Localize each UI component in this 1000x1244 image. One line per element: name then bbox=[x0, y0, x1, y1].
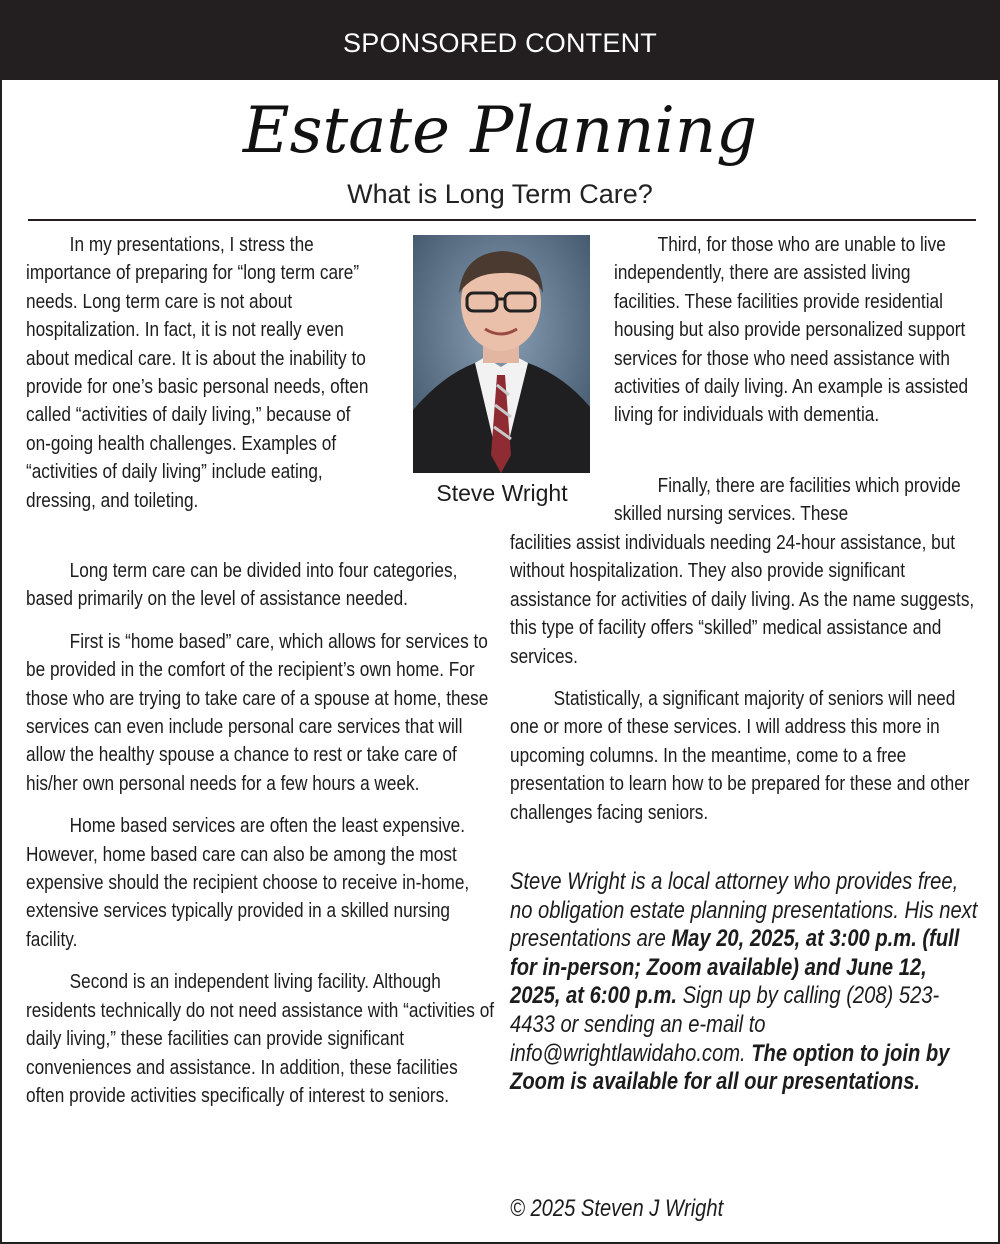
bio-text-1: Steve Wright is a local attorney who provides free, no obligation estate planning presentations. His next presentations are bbox=[510, 868, 978, 953]
left-column-top bbox=[26, 231, 379, 515]
paragraph-categories: Long term care can be divided into four categories, based primarily on the level of assistance needed. bbox=[26, 559, 458, 611]
right-column-skilled-start bbox=[614, 472, 980, 529]
paragraph-home-cost: Home based services are often the least expensive. However, home based care can also be among the most expensive should the recipient choose to receive in-home, extensive services typically provided in a skilled nursing facility. bbox=[26, 814, 470, 951]
right-column-bottom bbox=[510, 529, 984, 827]
page-title: Estate Planning bbox=[242, 94, 758, 168]
paragraph-skilled-nursing: facilities assist individuals needing 24-hour assistance, but without hospitalization. They also provide significant assistance for activities of daily living. As the name suggests, this type of facility offers “skilled” medical assistance and services. bbox=[510, 531, 975, 668]
bio-zoom-note: The option to join by Zoom is available for all our presentations. bbox=[510, 1039, 950, 1096]
paragraph-statistics: Statistically, a significant majority of seniors will need one or more of these services. I will address this more in upcoming columns. In the meantime, come to a free presentation to learn how to be prepared for these and other challenges facing seniors. bbox=[510, 687, 970, 824]
author-photo bbox=[413, 235, 590, 473]
author-bio bbox=[510, 868, 980, 1097]
paragraph-intro: In my presentations, I stress the importance of preparing for “long term care” needs. Long term care is not about hospitalization. In fact, it is not really even about medical care. It is about the inability to provide for one’s basic personal needs, often called “activities of daily living,” because of on-going health challenges. Examples of “activities of daily living” include eating, dressing, and toileting. bbox=[26, 233, 369, 512]
paragraph-assisted-living: Third, for those who are unable to live independently, there are assisted living facilities. These facilities provide residential housing but also provide personalized support services for those who need assistance with activities of daily living. An example is assisted living for individuals with dementia. bbox=[614, 233, 969, 427]
photo-caption: Steve Wright bbox=[436, 480, 568, 506]
title-divider bbox=[28, 219, 976, 221]
bio-dates: May 20, 2025, at 3:00 p.m. (full for in-person; Zoom available) and June 12, 2025, at 6:00 p.m. bbox=[510, 925, 960, 1010]
author-portrait-image bbox=[413, 235, 590, 473]
paragraph-independent-living: Second is an independent living facility. Although residents technically do not need assistance with “activities of daily living,” these facilities can provide significant conveniences and assistance. In addition, these facilities often provide activities specifically of interest to seniors. bbox=[26, 970, 495, 1107]
right-column-top bbox=[614, 231, 980, 430]
sponsored-banner: SPONSORED CONTENT bbox=[2, 2, 998, 80]
paragraph-skilled-nursing-start: Finally, there are facilities which provide skilled nursing services. These bbox=[614, 474, 961, 526]
left-column-bottom bbox=[26, 557, 496, 1110]
paragraph-home-based: First is “home based” care, which allows for services to be provided in the comfort of the recipient’s own home. For those who are trying to take care of a spouse at home, these services can even include personal care services that will allow the healthy spouse a chance to rest or take care of his/her own personal needs for a few hours a week. bbox=[26, 629, 489, 795]
page-subtitle: What is Long Term Care? bbox=[347, 179, 653, 209]
bio-text-2: Sign up by calling (208) 523-4433 or sending an e-mail to info@wrightlawidaho.com. bbox=[510, 982, 940, 1067]
copyright: © 2025 Steven J Wright bbox=[510, 1195, 724, 1222]
